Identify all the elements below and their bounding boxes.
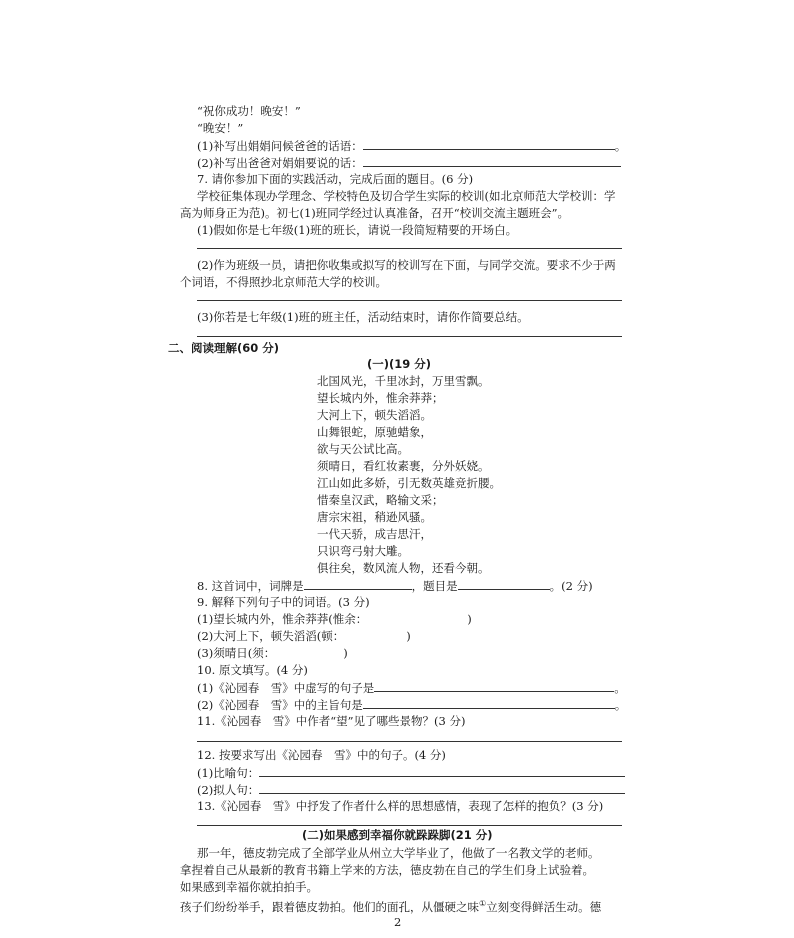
q7-sub3-answer-line[interactable] <box>197 336 622 337</box>
q10-sub2 <box>197 696 626 713</box>
part-2-paragraph-2: 拿捏着自己从最新的教育书籍上学来的方法，德皮勃在自己的学生们身上试验着。 <box>180 863 594 877</box>
poem-line-6: 须晴日，看红妆素裹，分外妖娆。 <box>317 459 490 473</box>
q7-intro-line-2: 高为师身正为范)。初七(1)班同学经过认真准备，召开“校训交流主题班会”。 <box>180 206 570 220</box>
part-2-paragraph-4-text-b: 立刻变得鲜活生动。德 <box>486 899 602 914</box>
q6-sub2-label: (2)补写出爸爸对娟娟要说的话： <box>197 156 363 170</box>
poem-line-8: 惜秦皇汉武，略输文采； <box>317 493 444 507</box>
q9-sub2 <box>197 628 411 644</box>
poem-line-4: 山舞银蛇，原驰蜡象， <box>317 425 432 439</box>
q12-sub1-label: (1)比喻句： <box>197 766 260 780</box>
q7-sub2-line-2: 个词语，不得照抄北京师范大学的校训。 <box>180 275 387 289</box>
q6-sub1-label: (1)补写出娟娟问候爸爸的话语： <box>197 139 363 153</box>
q12-title: 12. 按要求写出《沁园春 雪》中的句子。(4 分) <box>197 748 446 762</box>
q6-sub1 <box>197 137 626 154</box>
q10-sub2-label: (2)《沁园春 雪》中的主旨句是 <box>197 698 363 712</box>
q9-sub2-label: (2)大河上下，顿失滔滔(顿： <box>197 629 345 643</box>
q9-sub3-label: (3)须晴日(须： <box>197 646 276 660</box>
q10-sub1 <box>197 679 626 696</box>
q10-sub1-label: (1)《沁园春 雪》中虚写的句子是 <box>197 681 375 695</box>
q7-sub2-answer-line[interactable] <box>197 300 622 301</box>
q7-title: 7. 请你参加下面的实践活动，完成后面的题目。(6 分) <box>197 172 474 186</box>
part-2-paragraph-3: 如果感到幸福你就拍拍手。 <box>180 880 318 894</box>
q13-answer-line[interactable] <box>197 825 622 826</box>
poem-line-3: 大河上下，顿失滔滔。 <box>317 408 432 422</box>
q9-sub1 <box>197 611 472 627</box>
q6-sub1-answer-blank[interactable] <box>363 137 615 150</box>
q12-sub1 <box>197 764 625 781</box>
q6-sub2 <box>197 154 621 171</box>
q12-sub2-answer-blank[interactable] <box>259 781 625 794</box>
q12-sub2 <box>197 781 625 798</box>
q7-sub1-answer-line[interactable] <box>197 248 622 249</box>
q6-sub1-end: 。 <box>614 139 627 153</box>
part-2-paragraph-4 <box>180 896 601 915</box>
q9-sub2-close: ) <box>406 629 411 643</box>
q8 <box>197 577 593 594</box>
part-1-title: (一)(19 分) <box>367 357 432 371</box>
poem-line-9: 唐宗宋祖，稍逊风骚。 <box>317 510 432 524</box>
part-2-title: (二)如果感到幸福你就跺跺脚(21 分) <box>302 828 493 842</box>
q11-title: 11.《沁园春 雪》中作者“望”见了哪些景物？(3 分) <box>197 714 466 728</box>
q8-title-blank[interactable] <box>458 577 550 590</box>
q9-sub1-label: (1)望长城内外，惟余莽莽(惟余： <box>197 612 368 626</box>
q8-label-b: ，题目是 <box>411 579 458 593</box>
part-2-paragraph-1: 那一年，德皮勃完成了全部学业从州立大学毕业了，他做了一名教文学的老师。 <box>197 846 600 860</box>
dialogue-line-1: “祝你成功！晚安！” <box>197 104 301 118</box>
q10-title: 10. 原文填写。(4 分) <box>197 663 308 677</box>
q7-intro-line-1: 学校征集体现办学理念、学校特色及切合学生实际的校训(如北京师范大学校训：学 <box>197 189 616 203</box>
q12-sub1-answer-blank[interactable] <box>259 764 625 777</box>
part-2-paragraph-4-text-a: 孩子们纷纷举手，跟着德皮勃拍。他们的面孔，从僵硬之味 <box>180 899 479 914</box>
q11-answer-line[interactable] <box>197 741 622 742</box>
q7-sub3: (3)你若是七年级(1)班的班主任，活动结束时，请你作简要总结。 <box>197 310 529 324</box>
q8-cipai-blank[interactable] <box>304 577 412 590</box>
q9-sub1-close: ) <box>467 612 472 626</box>
page-number: 2 <box>394 915 402 929</box>
poem-line-11: 只识弯弓射大雕。 <box>317 544 409 558</box>
poem-line-1: 北国风光，千里冰封，万里雪飘。 <box>317 374 490 388</box>
q10-sub1-end: 。 <box>614 681 626 695</box>
q8-label-a: 8. 这首词中，词牌是 <box>197 579 304 593</box>
section-2-title: 二、阅读理解(60 分) <box>168 341 280 355</box>
q7-sub1: (1)假如你是七年级(1)班的班长，请说一段简短精要的开场白。 <box>197 223 518 237</box>
q10-sub2-answer-blank[interactable] <box>363 696 615 709</box>
q12-sub2-label: (2)拟人句： <box>197 783 260 797</box>
footnote-marker: ① <box>479 899 487 908</box>
q13-title: 13.《沁园春 雪》中抒发了作者什么样的思想感情，表现了怎样的抱负？(3 分) <box>197 799 604 813</box>
poem-line-5: 欲与天公试比高。 <box>317 442 409 456</box>
poem-line-2: 望长城内外，惟余莽莽； <box>317 391 444 405</box>
q9-sub3 <box>197 645 348 661</box>
q10-sub1-answer-blank[interactable] <box>374 679 614 692</box>
poem-line-10: 一代天骄，成吉思汗， <box>317 527 432 541</box>
q9-title: 9. 解释下列句子中的词语。(3 分) <box>197 595 370 609</box>
q6-sub2-answer-blank[interactable] <box>363 154 621 167</box>
q7-sub2-line-1: (2)作为班级一员，请把你收集或拟写的校训写在下面，与同学交流。要求不少于两 <box>197 258 616 272</box>
q10-sub2-end: 。 <box>614 698 627 712</box>
q8-label-c: 。(2 分) <box>549 579 593 593</box>
dialogue-line-2: “晚安！” <box>197 121 244 135</box>
q9-sub3-close: ) <box>343 646 348 660</box>
poem-line-7: 江山如此多娇，引无数英雄竞折腰。 <box>317 476 501 490</box>
poem-line-12: 俱往矣，数风流人物，还看今朝。 <box>317 561 490 575</box>
